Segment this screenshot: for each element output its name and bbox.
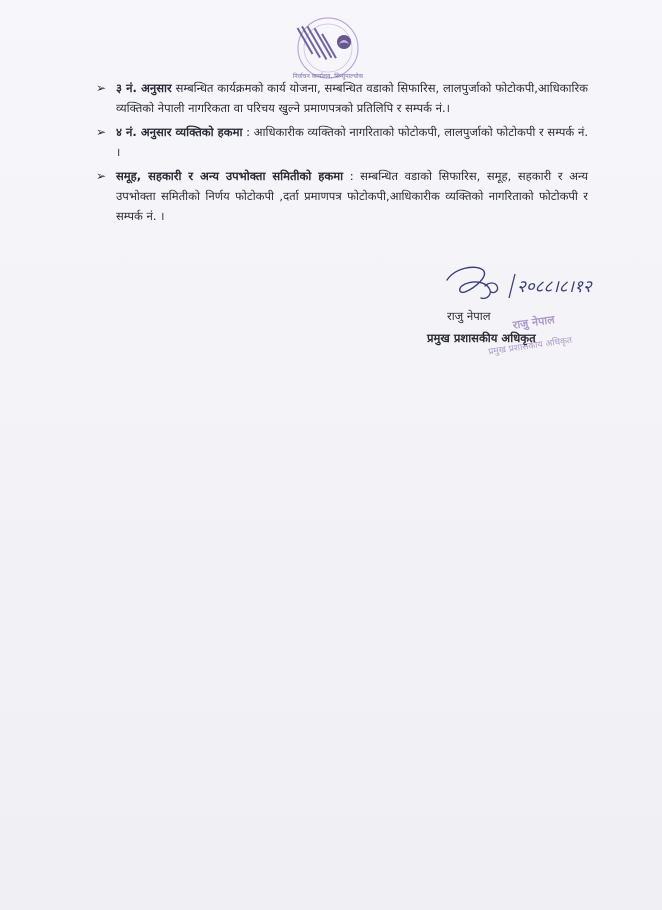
list-item [96,78,588,118]
handwritten-signature [405,258,605,318]
list-item [96,166,588,226]
bullet-text: : सम्बन्धित वडाको सिफारिस, समूह, सहकारी र अन्य उपभोक्ता समितीको निर्णय फोटोकपी ,दर्ता प्रमाणपत्र फोटोकपी,आधिकारीक व्यक्तिको नागरिताको फोटोकपी र सम्पर्क नं. । [116,169,588,223]
office-seal [290,12,366,84]
bullet-label: समूह, सहकारी र अन्य उपभोक्ता समितीको हकमा [116,169,344,183]
arrow-bullet-icon: ➢ [96,125,107,139]
bullet-label: ३ नं. अनुसार [116,81,172,95]
bullet-text: सम्बन्धित कार्यक्रमको कार्य योजना, सम्बन्धित वडाको सिफारिस, लालपुर्जाको फोटोकपी,आधिकारिक व्यक्तिको नेपाली नागरिकता वा परिचय खुल्ने प्रमाणपत्रको प्रतिलिपि र सम्पर्क नं.। [116,81,588,115]
signature-block [405,258,625,368]
arrow-bullet-icon: ➢ [96,81,107,95]
signer-name: राजु नेपाल [447,309,491,323]
seal-text: निर्वाचन कार्यालय, सिन्धुपाल्चोक [292,73,364,80]
bullet-text: : आधिकारीक व्यक्तिको नागरिताको फोटोकपी, लालपुर्जाको फोटोकपी र सम्पर्क नं. । [116,125,588,159]
signature-date: २०८८।८।१२ [517,277,592,297]
arrow-bullet-icon: ➢ [96,169,107,183]
requirements-list [96,78,588,230]
list-item [96,122,588,162]
stamp-title: प्रमुख प्रशासकीय अधिकृत [487,335,573,358]
bullet-label: ४ नं. अनुसार व्यक्तिको हकमा [116,125,243,139]
stamp-name: राजु नेपाल [511,313,556,332]
signer-title: प्रमुख प्रशासकीय अधिकृत [427,331,536,345]
